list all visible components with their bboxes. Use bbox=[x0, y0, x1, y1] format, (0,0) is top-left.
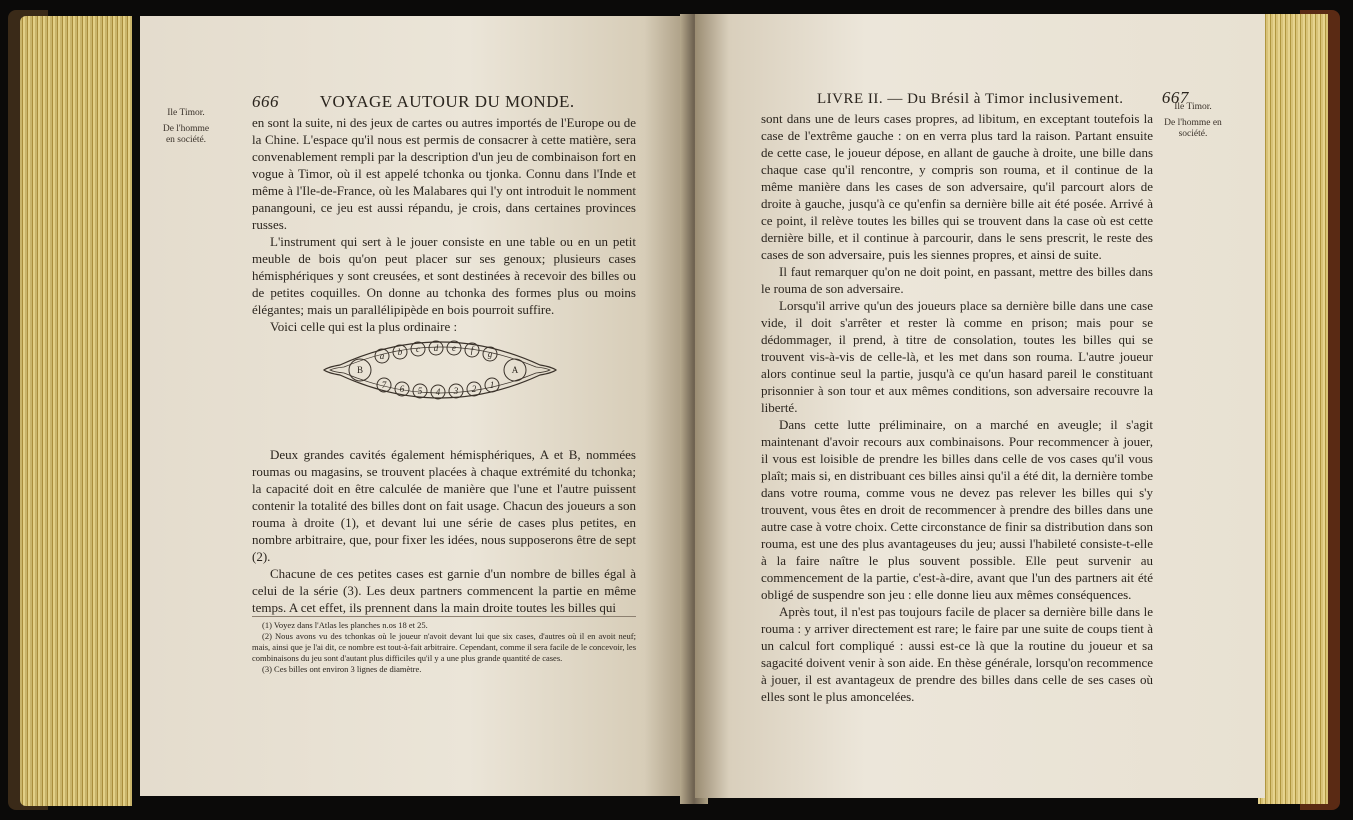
left-text-top bbox=[252, 114, 636, 335]
rouma-b-label: B bbox=[356, 365, 364, 375]
cup-label: 5 bbox=[417, 386, 423, 396]
paragraph: Deux grandes cavités également hémisphériques, A et B, nommées roumas ou magasins, se trouvent placées à chaque extrémité du tchonka; la capacité doit en être calculée de manière que l'une et l'autre puissent contenir la totalité des billes dont on fait usage. Chacun des joueurs a son rouma à droite (1), et devant lui une série de cases plus petites, en nombre arbitraire, que, pour fixer les idées, nous supposerons être de sept (2). bbox=[252, 447, 636, 564]
right-page bbox=[695, 14, 1265, 798]
paragraph: Il faut remarquer qu'on ne doit point, en passant, mettre des billes dans le rouma de son adversaire. bbox=[761, 264, 1153, 296]
running-title-left: VOYAGE AUTOUR DU MONDE. bbox=[319, 92, 575, 111]
margin-note-ile-timor: Ile Timor. bbox=[167, 108, 205, 118]
page-edges-right bbox=[1258, 14, 1328, 804]
margin-note-ile-timor: Ile Timor. bbox=[1174, 102, 1212, 112]
paragraph: Voici celle qui est la plus ordinaire : bbox=[270, 319, 458, 334]
left-text-bottom bbox=[252, 446, 636, 616]
cup-label: b bbox=[397, 347, 403, 357]
cup-label: d bbox=[433, 343, 439, 353]
paragraph: Lorsqu'il arrive qu'un des joueurs place sa dernière bille dans une case vide, il doit s'arrêter et rester là comme en prison; mais pour se dédommager, il prend, à titre de consolation, toutes les billes qui se trouvent vis-à-vis de celle-là, et les met dans son rouma. L'autre joueur alors continue seul la partie, jusqu'à ce qu'un hasard pareil le constituant prisonnier à son tour et aux mêmes conditions, son adversaire recouvre la liberté. bbox=[761, 298, 1153, 415]
page-number-right: 667 bbox=[1161, 88, 1189, 107]
top-row-cups bbox=[375, 341, 497, 363]
rouma-a-label: A bbox=[511, 365, 519, 375]
page-edges-left bbox=[20, 16, 132, 806]
paragraph: sont dans une de leurs cases propres, ad libitum, en exceptant toutefois la case de l'extrême gauche : on en verra plus tard la raison. Partant ensuite de cette case, le joueur dépose, en allant de gauche à droite, une bille dans chaque case qu'il rencontre, y compris son rouma, et il continue de la même manière dans les cases de son adversaire, qu'il parcourt alors de droite à gauche, jusqu'à ce qu'enfin sa dernière bille ait été posée. Arrivé à ce point, il relève toutes les billes qui se trouvent dans la case où est cette dernière bille, et il continue à parcourir, dans le sens prescrit, le reste des cases de son adversaire, puis les siennes propres, et ainsi de suite. bbox=[761, 111, 1153, 262]
cup-label: 6 bbox=[399, 384, 405, 394]
footnotes-left bbox=[252, 620, 636, 675]
paragraph: en sont la suite, ni des jeux de cartes ou autres importés de l'Europe ou de la Chine. L'espace qu'il nous est permis de consacrer à cette matière, sera convenablement rempli par la description d'un jeu de combinaison fort en vogue à Timor, où il est appelé tchonka ou tjonka. Connu dans l'Inde et même à l'Ile-de-France, où les Malabares qui l'y ont introduit le nomment panangouni, ce jeu est aussi répandu, je crois, dans certaines provinces russes. bbox=[252, 115, 636, 232]
paragraph: Chacune de ces petites cases est garnie d'un nombre de billes égal à celui de la série (3). Les deux partners commencent la partie en même temps. A cet effet, ils prennent dans la main droite toutes les billes qui bbox=[252, 566, 636, 615]
bottom-row-cups bbox=[377, 378, 499, 399]
margin-note-homme-societe: De l'homme en société. bbox=[162, 124, 210, 145]
cup-label: 3 bbox=[453, 386, 459, 396]
cup-label: 4 bbox=[435, 387, 441, 397]
paragraph: L'instrument qui sert à le jouer consiste en une table ou en un petit meuble de bois qu'on peut placer sur ses genoux; plusieurs cases hémisphériques y sont creusées, et sont destinées à recevoir des billes ou de petites coquilles. On donne au tchonka des formes plus ou moins élégantes; mais un parallélipipède en bois pourroit suffire. bbox=[252, 234, 636, 317]
right-text bbox=[761, 110, 1153, 705]
footnote: (2) Nous avons vu des tchonkas où le joueur n'avoit devant lui que six cases, d'autres où il en avoit neuf; mais, ainsi que je l'ai dit, ce nombre est tout-à-fait arbitraire. Cependant, comme il sera facile de le concevoir, les combinaisons du jeu sont d'autant plus difficiles qu'il y a une plus grande quantité de cases. bbox=[252, 631, 637, 663]
cup-label: g bbox=[487, 349, 493, 359]
footnote: (1) Voyez dans l'Atlas les planches n.os 18 et 25. bbox=[262, 620, 428, 630]
cup-label: c bbox=[416, 344, 420, 354]
paragraph: Dans cette lutte préliminaire, on a marché en aveugle; il s'agit maintenant d'avoir recours aux combinaisons. Pour recommencer à jouer, il vous est loisible de prendre les billes dans celle de vos cases qu'il vous plaît; mais si, en distribuant ces billes ainsi qu'il a été dit, la dernière tombe dans votre rouma, comme vous ne devez pas relever les billes qui s'y trouvent, vous êtes en droit de recommencer à prendre des billes dans une autre case à votre choix. Cette circonstance de finir sa distribution dans son rouma, est une des plus avantageuses du jeu; aussi l'habileté consiste-t-elle à la faire naître le plus souvent possible. Elle peut survenir au commencement de la partie, c'est-à-dire, avant que l'un des partners ait été obligé de suspendre son jeu : elle donne lieu aux mêmes conséquences. bbox=[761, 417, 1153, 602]
cup-label: 1 bbox=[489, 380, 495, 390]
running-head-right bbox=[817, 88, 1189, 108]
cup-label: 2 bbox=[471, 384, 477, 394]
footnote: (3) Ces billes ont environ 3 lignes de diamètre. bbox=[262, 664, 422, 674]
running-head-left bbox=[252, 92, 575, 112]
cup-label: e bbox=[452, 343, 456, 353]
cup-label: f bbox=[470, 345, 474, 355]
running-title-right: LIVRE II. — Du Brésil à Timor inclusivement. bbox=[817, 91, 1124, 107]
paragraph: Après tout, il n'est pas toujours facile de placer sa dernière bille dans le rouma : y arriver directement est rare; le faire par une suite de coups tient à un calcul fort compliqué : aussi est-ce là que la routine du joueur et sa sagacité doivent venir à son aide. En thèse générale, lorsqu'on recommence à jouer, il est avantageux de prendre des billes dans celle de ses cases où elles sont le plus amoncelées. bbox=[761, 604, 1153, 704]
page-number-left: 666 bbox=[252, 92, 279, 111]
tchonka-board-diagram bbox=[320, 325, 560, 415]
cup-label: 7 bbox=[381, 380, 387, 390]
footnote-rule bbox=[252, 616, 636, 617]
margin-note-homme-societe: De l'homme en société. bbox=[1164, 118, 1222, 139]
cup-label: a bbox=[379, 351, 385, 361]
